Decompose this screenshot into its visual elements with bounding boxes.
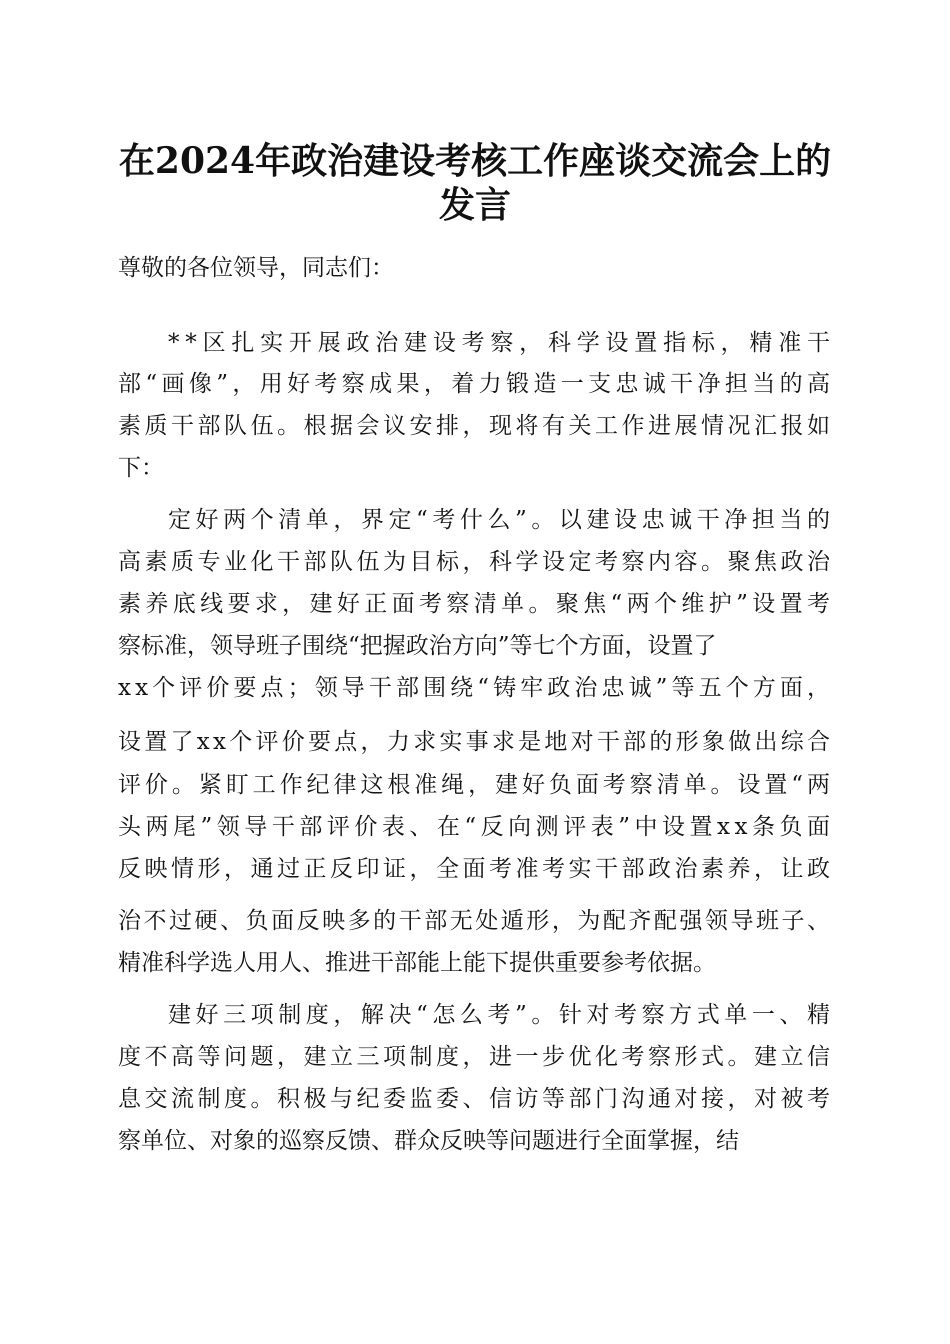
document-title-line-2: 发言	[438, 184, 511, 226]
paragraph-2-line-7: 评价。紧盯工作纪律这根准绳，建好负面考察清单。设置“两	[118, 772, 834, 798]
document-title-line-1: 在2024年政治建设考核工作座谈交流会上的	[118, 140, 832, 182]
paragraph-3-line-4: 察单位、对象的巡察反馈、群众反映等问题进行全面掌握，结	[118, 1128, 739, 1154]
paragraph-2-line-2: 高素质专业化干部队伍为目标，科学设定考察内容。聚焦政治	[118, 549, 834, 575]
paragraph-1-line-3: 素质干部队伍。根据会议安排，现将有关工作进展情况汇报如	[118, 413, 834, 439]
paragraph-2-line-4: 察标准，领导班子围绕“把握政治方向”等七个方面，设置了	[118, 633, 717, 659]
paragraph-2-line-6: 设置了xx个评价要点，力求实事求是地对干部的形象做出综合	[118, 729, 834, 755]
paragraph-2-line-8: 头两尾”领导干部评价表、在“反向测评表”中设置xx条负面	[118, 814, 835, 840]
paragraph-2-line-10: 治不过硬、负面反映多的干部无处遁形，为配齐配强领导班子、	[118, 908, 833, 934]
paragraph-2-line-3: 素养底线要求，建好正面考察清单。聚焦“两个维护”设置考	[118, 591, 835, 617]
paragraph-1-line-4: 下：	[118, 455, 164, 481]
paragraph-1-line-2: 部“画像”，用好考察成果，着力锻造一支忠诚干净担当的高	[118, 371, 835, 397]
paragraph-3-line-3: 息交流制度。积极与纪委监委、信访等部门沟通对接，对被考	[118, 1086, 834, 1112]
paragraph-2-line-5: xx个评价要点；领导干部围绕“铸牢政治忠诚”等五个方面，	[118, 675, 835, 701]
paragraph-2-line-11: 精准科学选人用人、推进干部能上能下提供重要参考依据。	[118, 950, 716, 976]
paragraph-1-line-1: **区扎实开展政治建设考察，科学设置指标，精准干	[168, 330, 836, 356]
paragraph-3-line-2: 度不高等问题，建立三项制度，进一步优化考察形式。建立信	[118, 1044, 834, 1070]
paragraph-3-line-1: 建好三项制度，解决“怎么考”。针对考察方式单一、精	[168, 1002, 835, 1028]
salutation: 尊敬的各位领导，同志们：	[118, 255, 394, 281]
paragraph-2-line-1: 定好两个清单，界定“考什么”。以建设忠诚干净担当的	[168, 507, 835, 533]
paragraph-2-line-9: 反映情形，通过正反印证，全面考准考实干部政治素养，让政	[118, 856, 834, 882]
